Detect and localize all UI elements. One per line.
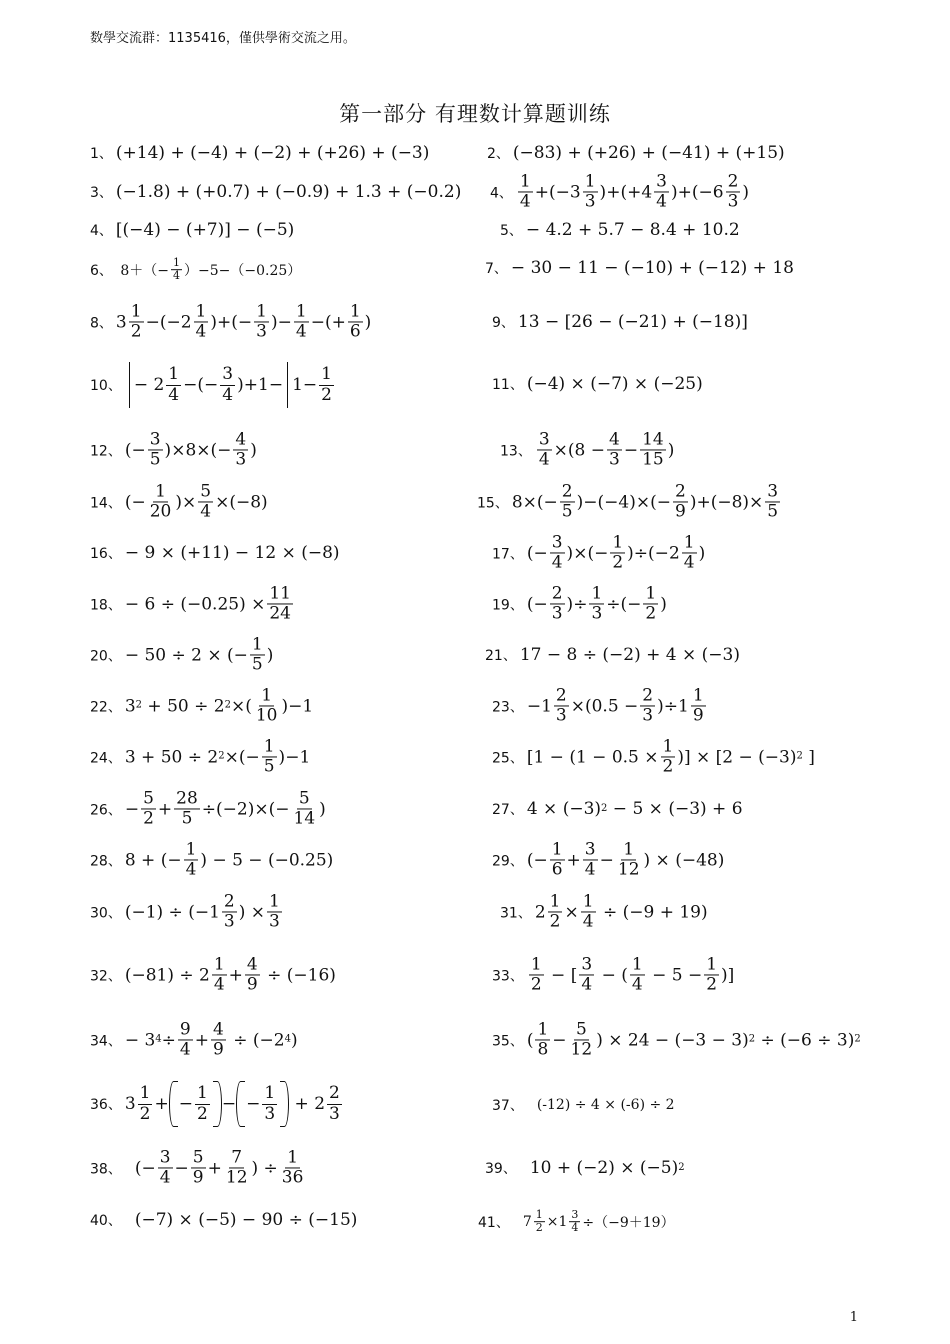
problem-40	[90, 1210, 357, 1230]
expression: − 2 1 4 − (− $\frac{3}{4}$ ) + 1 − 1 − $\frac{1}{2}$	[125, 362, 336, 408]
problem-4b	[90, 220, 294, 240]
problem-19	[492, 584, 667, 623]
fraction: $\frac{1}{2}$	[321, 364, 332, 405]
problem-number: 14、	[90, 495, 122, 511]
expression: (−1.8) + (+0.7) + (−0.9) + 1.3 + (−0.2)	[115, 182, 462, 202]
fraction: 2 3	[223, 891, 235, 932]
problem-number: 1、	[90, 146, 113, 162]
fraction: $\frac{1}{20}$	[149, 481, 172, 522]
expression: ( 1 8 − $\frac{5}{12}$ ) × 24 − (−3 − 3) 2 ÷ (−6 ÷ 3) 2	[526, 1019, 861, 1060]
problem-27	[492, 799, 743, 819]
problem-13	[500, 430, 674, 469]
fraction: 1 2	[139, 1083, 151, 1124]
fraction: $\frac{3}{5}$	[149, 429, 161, 470]
problem-32	[90, 955, 336, 994]
problem-number: 10、	[90, 378, 122, 394]
problem-37	[492, 1095, 675, 1115]
expression: [(−4) − (+7)] − (−5)	[115, 220, 295, 240]
problem-17	[492, 533, 705, 572]
fraction: $\frac{1}{3}$	[591, 583, 603, 624]
expression: (−81) ÷ 2 1 4 + $\frac{4}{9}$ ÷ (−16)	[124, 954, 336, 995]
problem-1	[90, 143, 429, 163]
problem-number: 34、	[90, 1033, 122, 1049]
expression: − 50 ÷ 2 × (− $\frac{1}{5}$ )	[124, 634, 274, 675]
problem-33	[492, 955, 734, 994]
fraction: $\frac{2}{9}$	[674, 481, 686, 522]
expression: 17 − 8 ÷ (−2) + 4 × (−3)	[519, 645, 740, 665]
problem-5	[500, 220, 740, 240]
fraction: 3 4	[656, 171, 667, 212]
fraction: 2 3	[329, 1083, 340, 1124]
fraction: $\frac{3}{4}$	[571, 1208, 579, 1235]
problem-number: 4、	[490, 185, 513, 201]
fraction: $\frac{4}{9}$	[213, 1019, 224, 1060]
fraction: 1 2	[130, 301, 142, 342]
fraction: $\frac{5}{2}$	[143, 788, 154, 829]
problem-3	[90, 182, 461, 202]
fraction: 1 4	[213, 954, 225, 995]
fraction: $\frac{1}{4}$	[173, 256, 181, 283]
fraction: $\frac{28}{5}$	[176, 788, 198, 829]
fraction: $\frac{3}{4}$	[222, 364, 234, 405]
fraction: 1 3	[584, 171, 596, 212]
expression: 10 + (−2) × (−5) 2	[529, 1158, 685, 1178]
problem-34	[90, 1020, 298, 1059]
fraction: $\frac{1}{2}$	[662, 736, 674, 777]
expression: (-12) ÷ 4 × (-6) ÷ 2	[536, 1097, 675, 1113]
expression: 7 $\frac{1}{2}$ ×1 $\frac{3}{4}$ ÷（−9＋19）	[522, 1208, 675, 1235]
fraction: $\frac{1}{6}$	[551, 839, 563, 880]
problem-39	[485, 1158, 685, 1178]
expression: (+14) + (−4) + (−2) + (+26) + (−3)	[115, 143, 430, 163]
fraction: $\frac{2}{3}$	[642, 685, 654, 726]
problem-24	[90, 737, 310, 776]
problem-number: 13、	[500, 443, 532, 459]
fraction: $\frac{1}{3}$	[264, 1083, 276, 1124]
problem-number: 30、	[90, 905, 122, 921]
problem-31	[500, 892, 708, 931]
fraction: $\frac{1}{12}$	[617, 839, 640, 880]
problem-10	[90, 362, 336, 408]
problem-8	[90, 302, 371, 341]
expression: (−83) + (+26) + (−41) + (+15)	[512, 143, 785, 163]
fraction: $\frac{4}{9}$	[246, 954, 258, 995]
fraction: $\frac{1}{4}$	[582, 891, 594, 932]
fraction: $\frac{3}{4}$	[584, 839, 596, 880]
problem-number: 39、	[485, 1161, 517, 1177]
problem-11	[492, 374, 703, 394]
problem-number: 41、	[478, 1215, 510, 1231]
expression: − $\frac{5}{2}$ + $\frac{28}{5}$ ÷ (−2) × (− $\frac{5}{14}$ )	[124, 788, 326, 829]
problem-number: 15、	[477, 495, 509, 511]
problem-number: 36、	[90, 1097, 122, 1113]
fraction: $\frac{1}{3}$	[269, 891, 280, 932]
fraction: $\frac{4}{3}$	[235, 429, 247, 470]
problem-number: 9、	[492, 315, 515, 331]
fraction: $\frac{5}{9}$	[192, 1147, 204, 1188]
fraction: $\frac{9}{4}$	[179, 1019, 191, 1060]
problem-20	[90, 635, 273, 674]
problem-2	[487, 143, 785, 163]
fraction: $\frac{1}{36}$	[281, 1147, 304, 1188]
problem-number: 29、	[492, 853, 524, 869]
expression: − 6 ÷ (−0.25) × $\frac{11}{24}$	[124, 583, 291, 624]
fraction: $\frac{11}{24}$	[269, 583, 291, 624]
fraction: $\frac{1}{2}$	[196, 1083, 208, 1124]
expression: 8 × (− $\frac{2}{5}$ ) − (−4) × (− $\frac{2}{9}$ ) + (−8) × $\frac{3}{5}$	[511, 481, 779, 522]
problem-number: 25、	[492, 750, 524, 766]
expression: 3 2 + 50 ÷ 2 2 × ( 1 10 ) − 1	[124, 685, 314, 726]
expression: 4 × (−3) 2 − 5 × (−3) + 6	[526, 799, 743, 819]
expression: (−1) ÷ (−1 2 3 ) × $\frac{1}{3}$	[124, 891, 280, 932]
fraction: $\frac{1}{4}$	[295, 301, 307, 342]
fraction: $\frac{14}{15}$	[642, 429, 664, 470]
problem-6	[90, 257, 301, 283]
problem-9	[492, 312, 748, 332]
expression: 1 4 + (− 3 1 3 ) + (+4 3 4 ) + (− 6 2 3 )	[519, 171, 750, 212]
page-number: 1	[849, 1310, 858, 1325]
fraction: 1 4	[631, 954, 643, 995]
problem-number: 18、	[90, 597, 122, 613]
fraction: $\frac{1}{4}$	[185, 839, 197, 880]
right-paren	[280, 1081, 289, 1127]
fraction: $\frac{7}{12}$	[225, 1147, 248, 1188]
expression: − 3 4 ÷ $\frac{9}{4}$ + $\frac{4}{9}$ ÷ (−2 4 )	[124, 1019, 298, 1060]
problem-18	[90, 584, 295, 623]
fraction: 1 10	[255, 685, 278, 726]
problem-number: 32、	[90, 968, 122, 984]
problem-28	[90, 840, 333, 879]
fraction: 1 8	[537, 1019, 549, 1060]
fraction: $\frac{3}{4}$	[159, 1147, 171, 1188]
expression: 8 + (− $\frac{1}{4}$ ) − 5 − (−0.25)	[124, 839, 334, 880]
problem-41	[478, 1209, 675, 1235]
problem-number: 23、	[492, 699, 524, 715]
fraction: $\frac{1}{2}$	[549, 891, 561, 932]
expression: − 30 − 11 − (−10) + (−12) + 18	[510, 258, 794, 278]
expression: (− $\frac{3}{4}$ ) × (− $\frac{1}{2}$ ) ÷ (− 2 1 4 )	[526, 532, 706, 573]
expression: (− $\frac{1}{6}$ + $\frac{3}{4}$ − $\frac{1}{12}$ ) × (−48)	[526, 839, 725, 880]
expression: −1 $\frac{2}{3}$ × (0.5 − $\frac{2}{3}$ ) ÷ 1 1 9	[526, 685, 704, 726]
problem-26	[90, 789, 326, 828]
problem-7	[485, 258, 794, 278]
problem-number: 3、	[90, 185, 113, 201]
fraction: $\frac{2}{3}$	[555, 685, 567, 726]
problem-15	[477, 482, 782, 521]
problem-number: 8、	[90, 315, 113, 331]
expression: (−7) × (−5) − 90 ÷ (−15)	[134, 1210, 358, 1230]
expression: $\frac{3}{4}$ × (8 − $\frac{4}{3}$ − $\frac{14}{15}$ )	[538, 429, 675, 470]
problem-22	[90, 686, 313, 725]
problem-number: 38、	[90, 1161, 122, 1177]
expression: 1 2 − [ 3 4 − ( 1 4 − 5 − $\frac{1}{2}$ )]	[530, 954, 735, 995]
absolute-bar	[287, 362, 288, 408]
fraction: 1 4	[168, 364, 180, 405]
problem-number: 33、	[492, 968, 524, 984]
fraction: 3 4	[581, 954, 593, 995]
problem-number: 40、	[90, 1213, 122, 1229]
problem-4	[490, 172, 749, 211]
problem-number: 27、	[492, 802, 524, 818]
problem-number: 16、	[90, 546, 122, 562]
problem-35	[492, 1020, 861, 1059]
problem-number: 21、	[485, 648, 517, 664]
problem-30	[90, 892, 284, 931]
problem-38	[90, 1148, 307, 1187]
expression: (− $\frac{2}{3}$ ) ÷ $\frac{1}{3}$ ÷ (− $\frac{1}{2}$ )	[526, 583, 667, 624]
right-paren	[213, 1081, 222, 1127]
problem-29	[492, 840, 724, 879]
problem-number: 2、	[487, 146, 510, 162]
expression: (− $\frac{3}{5}$ ) × 8 × (− $\frac{4}{3}$ )	[124, 429, 257, 470]
problem-number: 24、	[90, 750, 122, 766]
problem-number: 5、	[500, 223, 523, 239]
fraction: $\frac{5}{14}$	[293, 788, 316, 829]
fraction: $\frac{3}{5}$	[767, 481, 779, 522]
expression: − 4.2 + 5.7 − 8.4 + 10.2	[525, 220, 740, 240]
fraction: $\frac{1}{2}$	[706, 954, 718, 995]
fraction: $\frac{1}{5}$	[251, 634, 263, 675]
left-paren	[236, 1081, 245, 1127]
problem-number: 12、	[90, 443, 122, 459]
problem-number: 20、	[90, 648, 122, 664]
header-note: 数學交流群：1135416，僅供學術交流之用。	[90, 31, 356, 46]
fraction: 1 4	[195, 301, 207, 342]
problem-number: 22、	[90, 699, 122, 715]
problem-number: 11、	[492, 377, 524, 393]
fraction: $\frac{1}{6}$	[349, 301, 361, 342]
problem-25	[492, 737, 815, 776]
fraction: 1 2	[530, 954, 542, 995]
expression: 3 1 2 + − $\frac{1}{2}$ − − $\frac{1}{3}$ + 2 2 3	[125, 1081, 344, 1127]
left-paren	[169, 1081, 178, 1127]
expression: 13 − [26 − (−21) + (−18)]	[517, 312, 748, 332]
problem-23	[492, 686, 708, 725]
problem-number: 4、	[90, 223, 113, 239]
problem-number: 19、	[492, 597, 524, 613]
fraction: $\frac{1}{5}$	[263, 736, 275, 777]
problem-number: 31、	[500, 905, 532, 921]
expression: 2 $\frac{1}{2}$ × $\frac{1}{4}$ ÷ (−9 + 19)	[534, 891, 708, 932]
fraction: 1 4	[519, 171, 531, 212]
expression: (− $\frac{1}{20}$ ) × $\frac{5}{4}$ × (−8)	[124, 481, 268, 522]
fraction: $\frac{1}{2}$	[612, 532, 624, 573]
expression: 3 + 50 ÷ 2 2 × (− $\frac{1}{5}$ ) − 1	[124, 736, 311, 777]
fraction: $\frac{1}{3}$	[256, 301, 267, 342]
problem-36	[90, 1081, 344, 1127]
problem-21	[485, 645, 740, 665]
problem-number: 28、	[90, 853, 122, 869]
problem-number: 35、	[492, 1033, 524, 1049]
fraction: $\frac{4}{3}$	[609, 429, 620, 470]
fraction: $\frac{1}{2}$	[535, 1208, 543, 1235]
expression: [1 − (1 − 0.5 × $\frac{1}{2}$ )] × [2 − (−3) 2 ]	[526, 736, 815, 777]
problem-number: 6、	[90, 263, 113, 279]
expression: 8＋（− $\frac{1}{4}$ ）−5−（−0.25）	[115, 256, 302, 283]
fraction: $\frac{5}{4}$	[200, 481, 212, 522]
expression: (−4) × (−7) × (−25)	[526, 374, 703, 394]
expression: (− $\frac{3}{4}$ − $\frac{5}{9}$ + $\frac{7}{12}$ ) ÷ $\frac{1}{36}$	[134, 1147, 304, 1188]
problem-number: 7、	[485, 261, 508, 277]
expression: − 9 × (+11) − 12 × (−8)	[124, 543, 340, 563]
fraction: 1 4	[683, 532, 695, 573]
fraction: $\frac{2}{3}$	[551, 583, 563, 624]
fraction: $\frac{3}{4}$	[538, 429, 550, 470]
problem-12	[90, 430, 257, 469]
expression: 3 1 2 − (− 2 1 4 ) + (− $\frac{1}{3}$ ) − $\frac{1}{4}$ − (+ $\frac{1}{6}$ )	[115, 301, 372, 342]
page-title: 第一部分 有理数计算题训练	[339, 102, 611, 126]
fraction: $\frac{1}{2}$	[645, 583, 657, 624]
fraction: 2 3	[727, 171, 739, 212]
problem-number: 26、	[90, 802, 122, 818]
problem-16	[90, 543, 340, 563]
fraction: $\frac{5}{12}$	[570, 1019, 593, 1060]
fraction: 1 9	[692, 685, 704, 726]
fraction: $\frac{3}{4}$	[551, 532, 563, 573]
absolute-bar	[129, 362, 130, 408]
problem-number: 17、	[492, 546, 524, 562]
problem-14	[90, 482, 268, 521]
fraction: $\frac{2}{5}$	[561, 481, 573, 522]
problem-number: 37、	[492, 1098, 524, 1114]
